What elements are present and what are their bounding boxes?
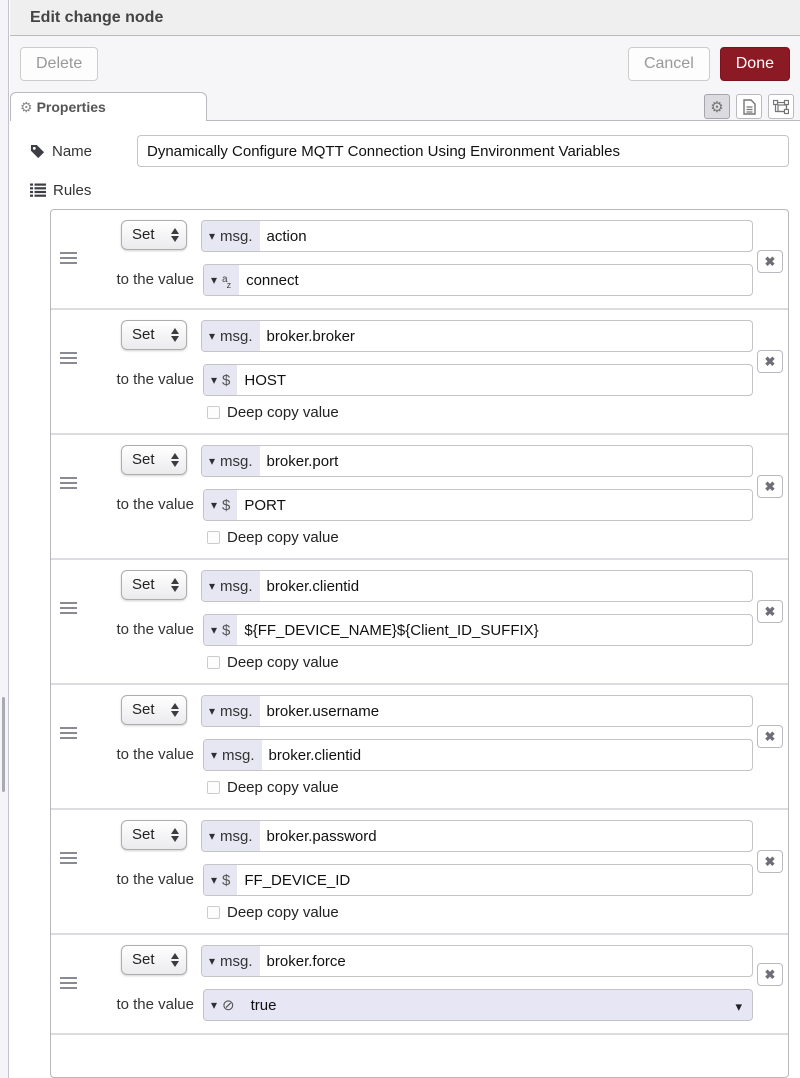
tray-resize-grip[interactable] bbox=[2, 697, 5, 792]
rule-property-input[interactable] bbox=[201, 570, 753, 602]
chevron-down-icon: ▾ bbox=[209, 954, 216, 968]
rule-property-row bbox=[121, 695, 753, 727]
select-updown-icon bbox=[171, 328, 179, 342]
value-value[interactable]: true bbox=[250, 996, 277, 1014]
chevron-down-icon: ▾ bbox=[209, 454, 216, 468]
delete-rule-button[interactable]: ✖ bbox=[757, 963, 783, 986]
property-value[interactable]: broker.username bbox=[266, 702, 380, 720]
value-type-icon: ⊘ bbox=[222, 997, 235, 1014]
property-type-label: msg. bbox=[220, 952, 253, 970]
deep-copy-label: Deep copy value bbox=[227, 529, 339, 546]
rule-action-value: Set bbox=[132, 951, 155, 968]
rule-value-input[interactable] bbox=[203, 614, 753, 646]
drag-handle-icon[interactable] bbox=[60, 352, 77, 364]
group-appearance-icon bbox=[773, 99, 789, 115]
drag-handle-icon[interactable] bbox=[60, 977, 77, 989]
property-type-label: msg. bbox=[220, 452, 253, 470]
rule-item-empty bbox=[51, 1033, 788, 1077]
name-label-group bbox=[30, 143, 137, 160]
rule-value-row bbox=[51, 614, 753, 646]
property-value[interactable]: broker.port bbox=[266, 452, 339, 470]
rule-action-value: Set bbox=[132, 826, 155, 843]
rule-action-value: Set bbox=[132, 576, 155, 593]
tab-properties-label: Properties bbox=[36, 99, 106, 115]
value-value[interactable]: ${FF_DEVICE_NAME}${Client_ID_SUFFIX} bbox=[244, 621, 539, 639]
chevron-down-icon: ▾ bbox=[209, 704, 216, 718]
rule-property-row bbox=[121, 820, 753, 852]
value-value[interactable]: FF_DEVICE_ID bbox=[244, 871, 351, 889]
tray-toolbar bbox=[10, 36, 800, 92]
drag-handle-icon[interactable] bbox=[60, 477, 77, 489]
to-value-label: to the value bbox=[116, 996, 194, 1013]
property-type-label: msg. bbox=[220, 327, 253, 345]
value-value[interactable]: connect bbox=[246, 271, 299, 289]
deep-copy-row bbox=[207, 904, 753, 921]
rule-item bbox=[51, 933, 788, 1033]
cancel-button[interactable]: Cancel bbox=[628, 47, 710, 81]
property-type-chip[interactable] bbox=[202, 821, 260, 851]
value-type-chip[interactable] bbox=[204, 990, 242, 1020]
deep-copy-label: Deep copy value bbox=[227, 654, 339, 671]
rule-property-input[interactable] bbox=[201, 320, 753, 352]
rule-property-input[interactable] bbox=[201, 820, 753, 852]
rule-action-value: Set bbox=[132, 326, 155, 343]
deep-copy-checkbox[interactable] bbox=[207, 406, 220, 419]
to-value-label: to the value bbox=[116, 871, 194, 888]
rule-action-value: Set bbox=[132, 701, 155, 718]
select-updown-icon bbox=[171, 578, 179, 592]
rules-list bbox=[50, 209, 789, 1078]
property-type-chip[interactable] bbox=[202, 946, 260, 976]
property-type-label: msg. bbox=[220, 827, 253, 845]
rule-value-row bbox=[51, 989, 753, 1021]
to-value-label: to the value bbox=[116, 496, 194, 513]
tab-properties[interactable] bbox=[10, 92, 207, 121]
deep-copy-row bbox=[207, 654, 753, 671]
value-value[interactable]: broker.clientid bbox=[268, 746, 362, 764]
node-appearance-button[interactable] bbox=[768, 94, 794, 119]
property-type-label: msg. bbox=[220, 577, 253, 595]
drag-handle-icon[interactable] bbox=[60, 602, 77, 614]
rule-property-input[interactable] bbox=[201, 220, 753, 252]
edit-tray bbox=[10, 0, 800, 1078]
gear-icon: ⚙ bbox=[710, 98, 724, 116]
rule-value-row bbox=[51, 364, 753, 396]
value-type-chip[interactable] bbox=[204, 615, 237, 645]
gear-icon: ⚙ bbox=[20, 98, 33, 115]
deep-copy-checkbox[interactable] bbox=[207, 781, 220, 794]
delete-rule-button[interactable]: ✖ bbox=[757, 475, 783, 498]
document-icon bbox=[743, 99, 756, 115]
delete-rule-button[interactable]: ✖ bbox=[757, 600, 783, 623]
rule-action-select[interactable] bbox=[121, 945, 187, 975]
select-updown-icon bbox=[171, 703, 179, 717]
list-icon bbox=[30, 183, 46, 197]
chevron-down-icon: ▾ bbox=[209, 829, 216, 843]
chevron-down-icon: ▾ bbox=[209, 579, 216, 593]
property-type-chip[interactable] bbox=[202, 221, 260, 251]
rule-value-input[interactable] bbox=[203, 364, 753, 396]
rule-action-select[interactable] bbox=[121, 695, 187, 725]
rule-item bbox=[51, 308, 788, 433]
property-value[interactable]: action bbox=[266, 227, 307, 245]
tray-resize-edge[interactable] bbox=[0, 0, 9, 1078]
rule-value-input[interactable] bbox=[203, 989, 753, 1021]
deep-copy-checkbox[interactable] bbox=[207, 531, 220, 544]
to-value-label: to the value bbox=[116, 371, 194, 388]
deep-copy-row bbox=[207, 529, 753, 546]
rules-section-header bbox=[30, 179, 789, 201]
property-value[interactable]: broker.broker bbox=[266, 327, 355, 345]
property-type-label: msg. bbox=[220, 702, 253, 720]
rule-property-input[interactable] bbox=[201, 945, 753, 977]
rule-action-select[interactable] bbox=[121, 445, 187, 475]
value-type-chip[interactable] bbox=[204, 865, 237, 895]
rule-property-row bbox=[121, 570, 753, 602]
name-label: Name bbox=[52, 142, 93, 160]
property-value[interactable]: broker.password bbox=[266, 827, 377, 845]
value-type-icon: msg. bbox=[222, 746, 255, 764]
property-type-chip[interactable] bbox=[202, 696, 260, 726]
rule-property-row bbox=[121, 320, 753, 352]
deep-copy-checkbox[interactable] bbox=[207, 906, 220, 919]
value-type-chip[interactable] bbox=[204, 490, 237, 520]
drag-handle-icon[interactable] bbox=[60, 252, 77, 264]
value-value[interactable]: PORT bbox=[244, 496, 286, 514]
rule-value-row bbox=[51, 739, 753, 771]
property-type-chip[interactable] bbox=[202, 321, 260, 351]
name-input[interactable] bbox=[137, 135, 789, 167]
value-type-icon: $ bbox=[222, 621, 231, 639]
value-value[interactable]: HOST bbox=[244, 371, 287, 389]
to-value-label: to the value bbox=[116, 746, 194, 763]
select-updown-icon bbox=[171, 828, 179, 842]
rule-property-row bbox=[121, 445, 753, 477]
value-type-chip[interactable] bbox=[204, 365, 237, 395]
rule-value-input[interactable] bbox=[203, 739, 753, 771]
value-type-chip[interactable] bbox=[204, 265, 239, 295]
deep-copy-label: Deep copy value bbox=[227, 404, 339, 421]
tab-bar bbox=[10, 92, 800, 121]
rule-action-value: Set bbox=[132, 451, 155, 468]
value-type-icon: $ bbox=[222, 496, 231, 514]
rule-action-select[interactable] bbox=[121, 570, 187, 600]
rule-value-input[interactable] bbox=[203, 489, 753, 521]
delete-rule-button[interactable]: ✖ bbox=[757, 350, 783, 373]
value-type-icon: $ bbox=[222, 371, 231, 389]
property-value[interactable]: broker.force bbox=[266, 952, 346, 970]
deep-copy-row bbox=[207, 779, 753, 796]
chevron-down-icon: ▾ bbox=[211, 998, 218, 1012]
chevron-down-icon: ▾ bbox=[211, 373, 218, 387]
chevron-down-icon: ▾ bbox=[209, 229, 216, 243]
deep-copy-label: Deep copy value bbox=[227, 904, 339, 921]
select-updown-icon bbox=[171, 953, 179, 967]
delete-rule-button[interactable]: ✖ bbox=[757, 850, 783, 873]
done-button[interactable]: Done bbox=[720, 47, 790, 81]
rule-action-select[interactable] bbox=[121, 820, 187, 850]
rule-item bbox=[51, 558, 788, 683]
to-value-label: to the value bbox=[116, 271, 194, 288]
rule-item bbox=[51, 808, 788, 933]
rule-property-row bbox=[121, 945, 753, 977]
property-type-label: msg. bbox=[220, 227, 253, 245]
rule-value-row bbox=[51, 264, 753, 296]
drag-handle-icon[interactable] bbox=[60, 852, 77, 864]
name-row bbox=[30, 135, 789, 167]
tag-icon bbox=[30, 144, 45, 159]
value-type-icon: $^a_z$ bbox=[222, 273, 232, 290]
rule-value-input[interactable] bbox=[203, 264, 753, 296]
rule-action-select[interactable] bbox=[121, 320, 187, 350]
deep-copy-label: Deep copy value bbox=[227, 779, 339, 796]
chevron-down-icon: ▾ bbox=[211, 623, 218, 637]
value-type-chip[interactable] bbox=[204, 740, 262, 770]
rule-value-row bbox=[51, 864, 753, 896]
rule-property-input[interactable] bbox=[201, 695, 753, 727]
delete-rule-button[interactable]: ✖ bbox=[757, 725, 783, 748]
delete-button[interactable]: Delete bbox=[20, 47, 98, 81]
deep-copy-checkbox[interactable] bbox=[207, 656, 220, 669]
chevron-down-icon: ▾ bbox=[211, 498, 218, 512]
node-settings-button[interactable] bbox=[704, 94, 730, 119]
rule-item bbox=[51, 683, 788, 808]
chevron-down-icon: ▾ bbox=[211, 748, 218, 762]
rule-value-input[interactable] bbox=[203, 864, 753, 896]
chevron-down-icon: ▾ bbox=[211, 273, 218, 287]
rule-value-row bbox=[51, 489, 753, 521]
drag-handle-icon[interactable] bbox=[60, 727, 77, 739]
rule-action-select[interactable] bbox=[121, 220, 187, 250]
property-value[interactable]: broker.clientid bbox=[266, 577, 360, 595]
rule-property-row bbox=[121, 220, 753, 252]
value-type-icon: $ bbox=[222, 871, 231, 889]
delete-rule-button[interactable]: ✖ bbox=[757, 250, 783, 273]
property-type-chip[interactable] bbox=[202, 446, 260, 476]
rule-item bbox=[51, 210, 788, 308]
chevron-down-icon: ▾ bbox=[735, 999, 742, 1014]
rules-label: Rules bbox=[53, 181, 92, 199]
node-description-button[interactable] bbox=[736, 94, 762, 119]
to-value-label: to the value bbox=[116, 621, 194, 638]
property-type-chip[interactable] bbox=[202, 571, 260, 601]
rule-property-input[interactable] bbox=[201, 445, 753, 477]
select-updown-icon bbox=[171, 228, 179, 242]
rule-item bbox=[51, 433, 788, 558]
deep-copy-row bbox=[207, 404, 753, 421]
tray-title: Edit change node bbox=[10, 0, 800, 36]
tab-content bbox=[10, 121, 800, 1078]
chevron-down-icon: ▾ bbox=[211, 873, 218, 887]
chevron-down-icon: ▾ bbox=[209, 329, 216, 343]
select-updown-icon bbox=[171, 453, 179, 467]
rule-action-value: Set bbox=[132, 226, 155, 243]
